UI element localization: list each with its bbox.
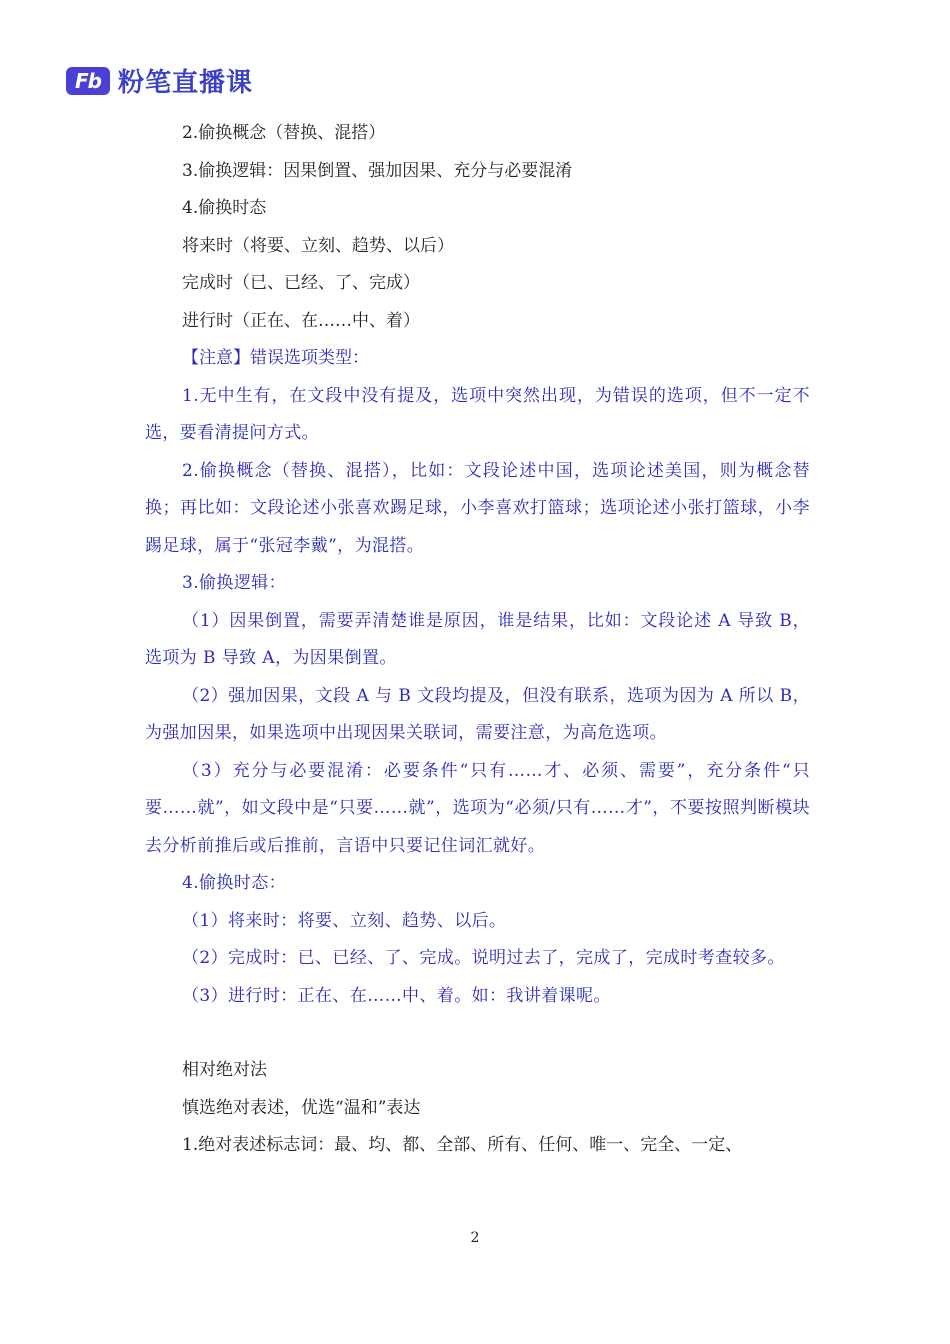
note-item: （2）强加因果，文段 A 与 B 文段均提及，但没有联系，选项为因为 A 所以 B，为强加因果，如果选项中出现因果关联词，需要注意，为高危选项。: [145, 685, 810, 743]
note-item: 4.偷换时态：: [182, 873, 287, 893]
note-item: （3）进行时：正在、在……中、着。如：我讲着课呢。: [182, 985, 611, 1006]
text-line: 4.偷换时态: [182, 198, 267, 218]
text-line: 进行时（正在、在……中、着）: [182, 310, 420, 331]
fb-logo-icon: Fb: [66, 67, 110, 95]
text-line: 将来时（将要、立刻、趋势、以后）: [182, 235, 454, 256]
brand-name: 粉笔直播课: [118, 68, 254, 98]
note-item: （2）完成时：已、已经、了、完成。说明过去了，完成了，完成时考查较多。: [182, 948, 785, 968]
spacer: [145, 1015, 810, 1052]
note-heading: 【注意】错误选项类型：: [182, 348, 369, 368]
note-item: （1）因果倒置，需要弄清楚谁是原因，谁是结果，比如：文段论述 A 导致 B，选项为 B 导致 A，为因果倒置。: [145, 610, 810, 668]
brand-logo: [66, 62, 253, 99]
text-line: 完成时（已、已经、了、完成）: [182, 273, 420, 293]
section-title: 相对绝对法: [182, 1060, 267, 1080]
note-item: 2.偷换概念（替换、混搭），比如：文段论述中国，选项论述美国，则为概念替换；再比如：文段论述小张喜欢踢足球，小李喜欢打篮球；选项论述小张打篮球，小李踢足球，属于“张冠李戴”，为混搭。: [145, 460, 810, 556]
note-item: 1.无中生有，在文段中没有提及，选项中突然出现，为错误的选项，但不一定不选，要看清提问方式。: [145, 385, 810, 443]
text-line: 2.偷换概念（替换、混搭）: [182, 123, 386, 143]
note-item: （3）充分与必要混淆：必要条件“只有……才、必须、需要”，充分条件“只要……就”，如文段中是“只要……就”，选项为“必须/只有……才”，不要按照判断模块去分析前推后或后推前，言语中只要记住词汇就好。: [145, 760, 810, 856]
document-body: [145, 115, 810, 1165]
text-line: 1.绝对表述标志词：最、均、都、全部、所有、任何、唯一、完全、一定、: [182, 1135, 743, 1155]
text-line: 慎选绝对表述，优选“温和”表达: [182, 1097, 421, 1118]
note-item: 3.偷换逻辑：: [182, 573, 287, 593]
note-item: （1）将来时：将要、立刻、趋势、以后。: [182, 910, 507, 931]
text-line: 3.偷换逻辑：因果倒置、强加因果、充分与必要混淆: [182, 160, 573, 181]
page-number: 2: [470, 1230, 480, 1246]
